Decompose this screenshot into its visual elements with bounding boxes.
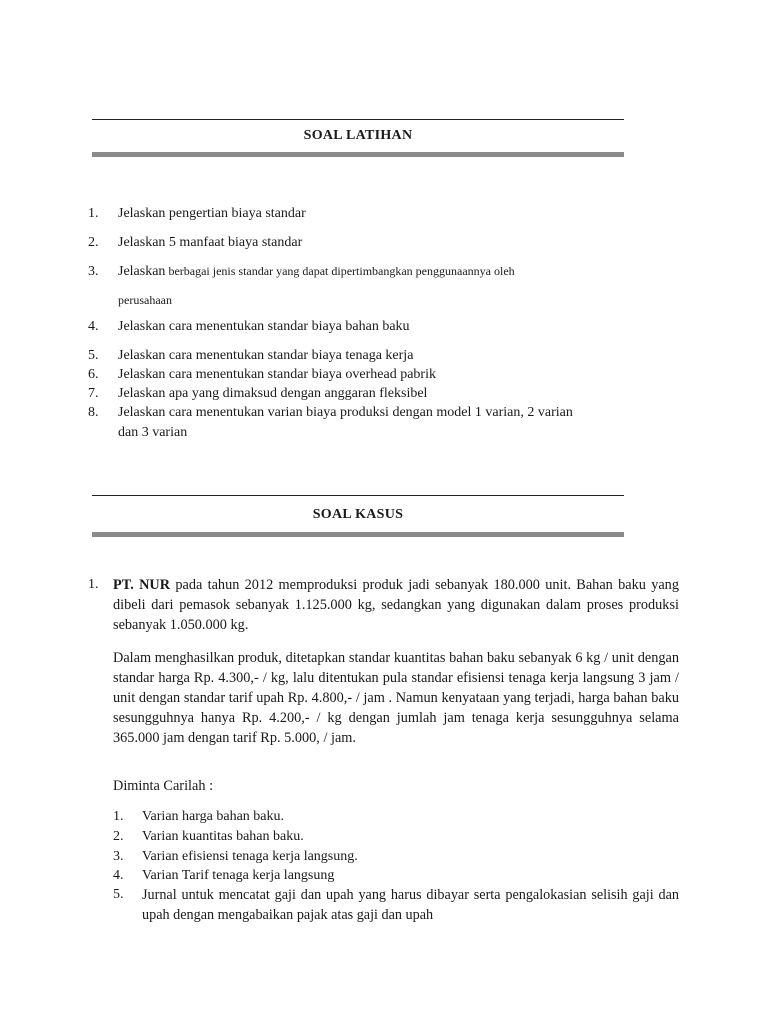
case-detail-paragraph: Dalam menghasilkan produk, ditetapkan standar kuantitas bahan baku sebanyak 6 kg / unit dengan standar harga Rp. 4.300,- / kg, lalu ditentukan pula standar efisiensi tenaga kerja langsung 3 jam / unit dengan standar tarif upah Rp. 4.800,- / jam . Namun kenyataan yang terjadi, harga bahan baku sesungguhnya hanya Rp. 4.200,- / kg dengan jumlah jam tenaga kerja sesungguhnya selama 365.000 jam dengan tarif Rp. 5.000, / jam. (113, 650, 679, 746)
task-text: Varian efisiensi tenaga kerja langsung. (142, 849, 358, 864)
task-text: Jurnal untuk mencatat gaji dan upah yang harus dibayar serta pengalokasian selisih gaji dan upah dengan mengabaikan pajak atas gaji dan upah (142, 887, 679, 923)
kasus-top-rule (92, 495, 624, 496)
list-item-number: 6. (88, 367, 99, 382)
list-item-number: 3. (88, 264, 99, 279)
latihan-title: SOAL LATIHAN (303, 128, 413, 143)
task-text: Varian harga bahan baku. (142, 809, 285, 824)
case-intro-paragraph: PT. NUR pada tahun 2012 memproduksi produk jadi sebanyak 180.000 unit. Bahan baku yang dibeli dari pemasok sebanyak 1.125.000 kg, sedangkan yang digunakan dalam proses produksi sebanyak 1.050.000 kg. (113, 577, 679, 633)
diminta-label: Diminta Carilah : (113, 778, 214, 794)
list-item-text: Jelaskan cara menentukan standar biaya overhead pabrik (118, 367, 436, 382)
case-number: 1. (88, 577, 99, 592)
list-item-text: Jelaskan 5 manfaat biaya standar (118, 235, 303, 250)
list-item-number: 2. (88, 235, 99, 250)
task-number: 1. (113, 809, 124, 824)
task-number: 2. (113, 829, 124, 844)
list-item-number: 4. (88, 319, 99, 334)
list-item-text-continued: dan 3 varian (118, 425, 188, 440)
list-item-text: Jelaskan apa yang dimaksud dengan anggaran fleksibel (118, 386, 428, 401)
task-number: 3. (113, 849, 124, 864)
task-text: Varian Tarif tenaga kerja langsung (142, 868, 335, 883)
list-item-number: 1. (88, 206, 99, 221)
latihan-bottom-rule (92, 152, 624, 157)
list-item-text: Jelaskan berbagai jenis standar yang dapat dipertimbangkan penggunaannya oleh (118, 264, 515, 279)
task-text: Varian kuantitas bahan baku. (142, 829, 304, 844)
list-item-text-continued: perusahaan (118, 293, 172, 307)
list-item-text: Jelaskan cara menentukan varian biaya produksi dengan model 1 varian, 2 varian (118, 405, 573, 420)
kasus-title: SOAL KASUS (312, 507, 404, 522)
list-item-text: Jelaskan pengertian biaya standar (118, 206, 306, 221)
list-item-text: Jelaskan cara menentukan standar biaya bahan baku (118, 319, 410, 334)
list-item-text: Jelaskan cara menentukan standar biaya tenaga kerja (118, 348, 414, 363)
company-name: PT. NUR (113, 577, 171, 593)
kasus-bottom-rule (92, 532, 624, 537)
latihan-top-rule (92, 119, 624, 120)
list-item-number: 5. (88, 348, 99, 363)
task-number: 4. (113, 868, 124, 883)
task-number: 5. (113, 887, 124, 902)
list-item-number: 8. (88, 405, 99, 420)
list-item-number: 7. (88, 386, 99, 401)
